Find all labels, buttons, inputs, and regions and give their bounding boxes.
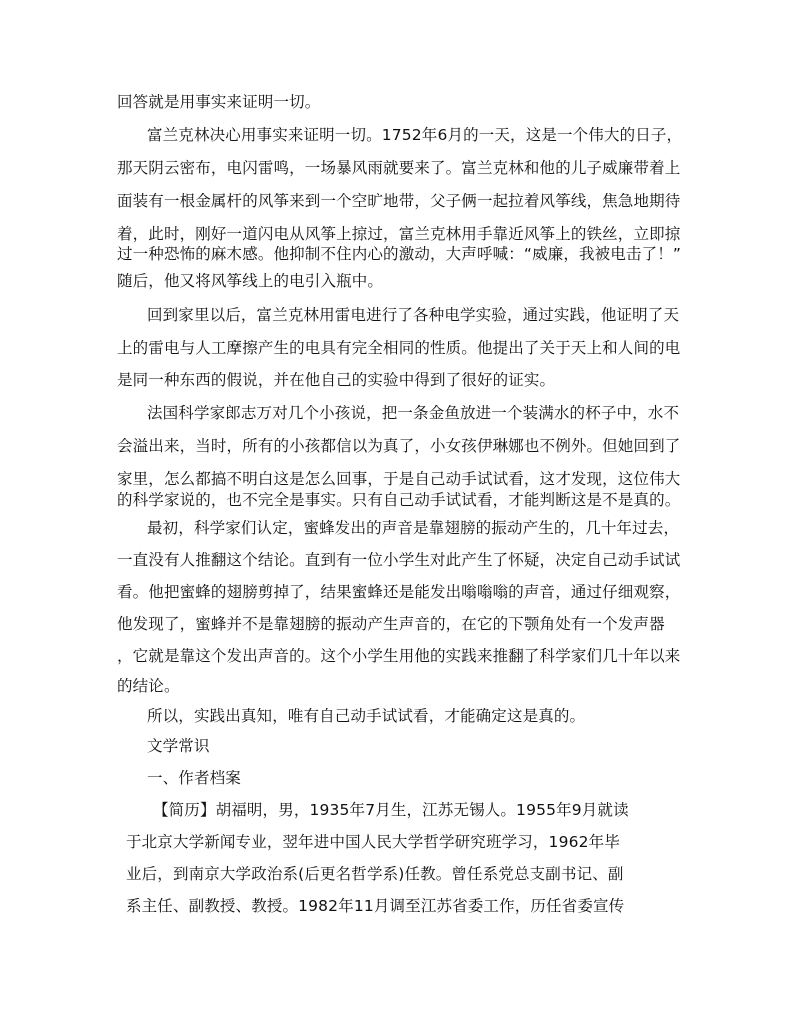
text-line: 一直没有人推翻这个结论。直到有一位小学生对此产生了怀疑，决定自己动手试试 <box>117 551 681 569</box>
text-line: 是同一种东西的假说，并在他自己的实验中得到了很好的证实。 <box>117 371 556 389</box>
subsection-heading: 一、作者档案 <box>147 769 241 787</box>
paragraph-line: 回到家里以后，富兰克林用雷电进行了各种电学实验，通过实践，他证明了天 <box>147 306 680 324</box>
text-line: 回答就是用事实来证明一切。 <box>117 93 321 111</box>
paragraph-line: 富兰克林决心用事实来证明一切。1752年6月的一天，这是一个伟大的日子， <box>147 126 683 144</box>
bio-line: 系主任、副教授、教授。1982年11月调至江苏省委工作，历任省委宣传 <box>126 897 625 915</box>
bio-line: 【简历】胡福明，男，1935年7月生，江苏无锡人。1955年9月就读 <box>153 801 629 819</box>
text-line: 着，此时，刚好一道闪电从风筝上掠过，富兰克林用手靠近风筝上的铁丝，立即掠 <box>117 225 681 243</box>
paragraph-line: 法国科学家郎志万对几个小孩说，把一条金鱼放进一个装满水的杯子中，水不 <box>147 404 680 422</box>
text-line: ，它就是靠这个发出声音的。这个小学生用他的实践来推翻了科学家们几十年以来 <box>117 647 681 665</box>
text-line: 的科学家说的，也不完全是事实。只有自己动手试试看，才能判断这是不是真的。 <box>117 491 681 509</box>
text-line: 会溢出来，当时，所有的小孩都信以为真了，小女孩伊琳娜也不例外。但她回到了 <box>117 437 681 455</box>
text-line: 上的雷电与人工摩擦产生的电具有完全相同的性质。他提出了关于天上和人间的电 <box>117 339 681 357</box>
bio-line: 业后，到南京大学政治系(后更名哲学系)任教。曾任系党总支副书记、副 <box>126 865 624 883</box>
text-line: 过一种恐怖的麻木感。他抑制不住内心的激动，大声呼喊：“威廉，我被电击了！” <box>117 245 682 263</box>
bio-line: 于北京大学新闻专业，翌年进中国人民大学哲学研究班学习，1962年毕 <box>126 833 620 851</box>
paragraph-line: 所以，实践出真知，唯有自己动手试试看，才能确定这是真的。 <box>147 707 586 725</box>
text-line: 那天阴云密布，电闪雷鸣，一场暴风雨就要来了。富兰克林和他的儿子威廉带着上 <box>117 159 681 177</box>
text-line: 随后，他又将风筝线上的电引入瓶中。 <box>117 272 384 290</box>
text-line: 看。他把蜜蜂的翅膀剪掉了，结果蜜蜂还是能发出嗡嗡嗡的声音，通过仔细观察， <box>117 583 681 601</box>
text-line: 面装有一根金属杆的风筝来到一个空旷地带，父子俩一起拉着风筝线，焦急地期待 <box>117 192 681 210</box>
text-line: 家里，怎么都搞不明白这是怎么回事，于是自己动手试试看，这才发现，这位伟大 <box>117 470 681 488</box>
text-line: 的结论。 <box>117 677 180 695</box>
paragraph-line: 最初，科学家们认定，蜜蜂发出的声音是靠翅膀的振动产生的，几十年过去， <box>147 519 680 537</box>
section-heading: 文学常识 <box>147 737 210 755</box>
text-line: 他发现了，蜜蜂并不是靠翅膀的振动产生声音的，在它的下颚角处有一个发声器 <box>117 615 665 633</box>
